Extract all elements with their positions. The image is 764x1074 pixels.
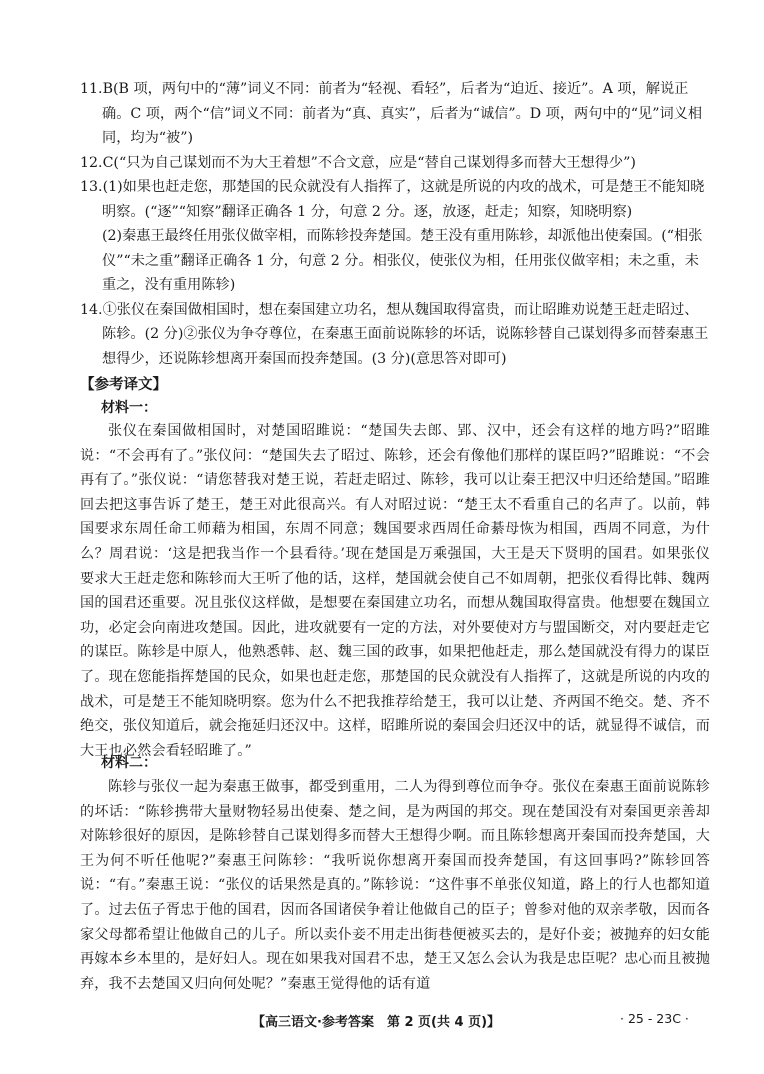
page-footer <box>0 1011 764 1033</box>
material-1-text: 张仪在秦国做相国时，对楚国昭雎说：“楚国失去郎、郢、汉中，还会有这样的地方吗?”昭雎说：“不会再有了。”张仪问：“楚国失去了昭过、陈轸，还会有像他们那样的谋臣吗?”昭雎说：“不会再有了。”张仪说：“请您替我对楚王说，若赶走昭过、陈轸，我可以让秦王把汉中归还给楚国。”昭雎回去把这事告诉了楚王，楚王对此很高兴。有人对昭过说：“楚王太不看重自己的名声了。以前，韩国要求东周任命工师藉为相国，东周不同意；魏国要求西周任命綦母恢为相国，西周不同意，为什么？周君说：‘这是把我当作一个县看待。’现在楚国是万乘强国，大王是天下贤明的国君。如果张仪要求大王赶走您和陈轸而大王听了他的话，这样，楚国就会使自己不如周朝，把张仪看得比韩、魏两国的国君还重要。况且张仪这样做，是想要在秦国建立功名，而想从魏国取得富贵。他想要在魏国立功，必定会向南进攻楚国。因此，进攻就要有一定的方法，对外要使对方与盟国断交，对内要赶走它的谋臣。陈轸是中原人，他熟悉韩、赵、魏三国的政事，如果把他赶走，那么楚国就没有得力的谋臣了。现在您能指挥楚国的民众，如果也赶走您，那楚国的民众就没有人指挥了，这就是所说的内攻的战术，可是楚王不能知晓明察。您为什么不把我推荐给楚王，我可以让楚、齐两国不绝交。楚、齐不绝交，张仪知道后，就会拖延归还汉中。这样，昭雎所说的秦国会归还汉中的话，就显得不诚信，而大王也必然会看轻昭雎了。” <box>80 423 710 759</box>
material-2-title: 材料二： <box>101 755 157 771</box>
answer-item-13-1 <box>80 175 710 224</box>
answer-text: (1)如果也赶走您，那楚国的民众就没有人指挥了，这就是所说的内攻的战术，可是楚王不能知晓明察。(“逐”“知察”翻译正确各 1 分，句意 2 分。逐，放逐，赶走；知察，知晓明察) <box>102 179 705 220</box>
answer-text: C(“只为自己谋划而不为大王着想”不合文意，应是“替自己谋划得多而替大王想得少”) <box>102 154 636 171</box>
answer-number: 12. <box>80 154 103 171</box>
answer-text: B(B 项，两句中的“薄”词义不同：前者为“轻视、看轻”，后者为“迫近、接近”。A 项，解说正确。C 项，两个“信”词义不同：前者为“真、真实”，后者为“诚信”。D 项，两句中的“见”词义相同，均为“被”) <box>102 81 703 146</box>
answer-list <box>80 77 710 371</box>
answer-text: ①张仪在秦国做相国时，想在秦国建立功名，想从魏国取得富贵，而让昭雎劝说楚王赶走昭过、陈轸。(2 分)②张仪为争夺尊位，在秦惠王面前说陈轸的坏话，说陈轸替自己谋划得多而替秦惠王想得少，还说陈轸想离开秦国而投奔楚国。(3 分)(意思答对即可) <box>102 301 709 367</box>
answer-number: 11. <box>80 81 103 97</box>
material-2-text: 陈轸与张仪一起为秦惠王做事，都受到重用，二人为得到尊位而争夺。张仪在秦惠王面前说陈轸的坏话：“陈轸携带大量财物轻易出使秦、楚之间，是为两国的邦交。现在楚国没有对秦国更亲善却对陈轸很好的原因，是陈轸替自己谋划得多而替大王想得少啊。而且陈轸想离开秦国而投奔楚国，大王为何不听任他呢?”秦惠王问陈轸：“我听说你想离开秦国而投奔楚国，有这回事吗?”陈轸回答说：“有。”秦惠王说：“张仪的话果然是真的。”陈轸说：“这件事不单张仪知道，路上的行人也都知道了。过去伍子胥忠于他的国君，因而各国诸侯争着让他做自己的臣子；曾参对他的双亲孝敬，因而各家父母都希望让他做自己的儿子。所以卖仆妾不用走出街巷便被买去的，是好仆妾；被抛弃的妇女能再嫁本乡本里的，是好妇人。现在如果我对国君不忠，楚王又怎么会认为我是忠臣呢？忠心而且被抛弃，我不去楚国又归向何处呢？”秦惠王觉得他的话有道 <box>80 779 710 992</box>
answer-item-12 <box>80 151 710 176</box>
footer-code: · 25 - 23C · <box>620 1011 689 1026</box>
answer-item-11 <box>80 77 710 151</box>
answer-number: 13. <box>80 179 103 195</box>
answer-number: 14. <box>80 301 103 318</box>
section-label: 【参考译文】 <box>80 377 167 393</box>
answer-item-14 <box>80 298 710 372</box>
answer-text: (2)秦惠王最终任用张仪做宰相，而陈轸投奔楚国。楚王没有重用陈轸，却派他出使秦国。(“相张仪”“未之重”翻译正确各 1 分，句意 2 分。相张仪，使张仪为相，任用张仪做宰相；未之重，未重之，没有重用陈轸) <box>102 228 703 293</box>
footer-page-info: 【高三语文·参考答案 第 2 页(共 4 页)】 <box>252 1015 501 1030</box>
material-1-title: 材料一： <box>101 400 157 416</box>
answer-item-13-2 <box>80 224 710 298</box>
